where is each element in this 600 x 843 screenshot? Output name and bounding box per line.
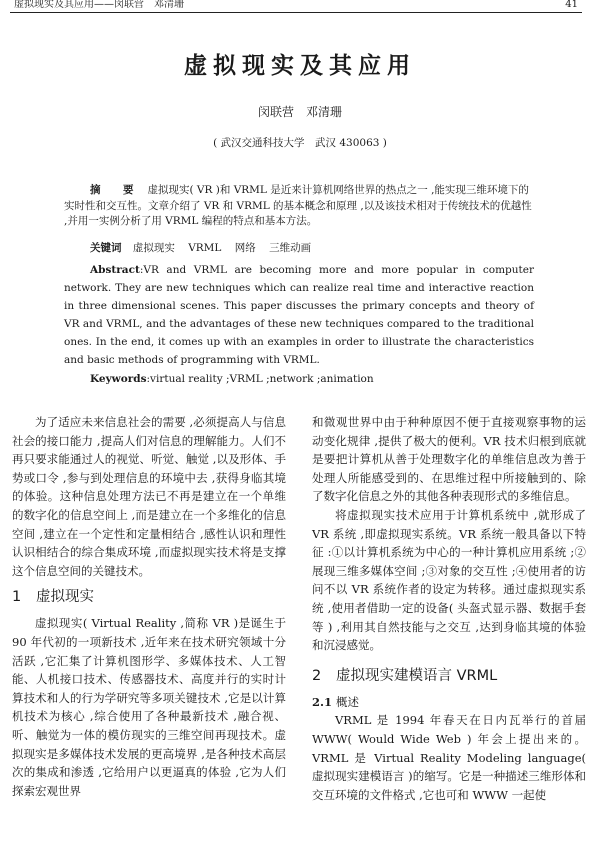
- section-heading: [312, 665, 586, 687]
- running-header: [10, 0, 582, 13]
- section-title: 虚拟现实: [36, 589, 94, 606]
- section-paragraph: 将虚拟现实技术应用于计算机系统中 ,就形成了 VR 系统 ,即虚拟现实系统。VR 系统一般具备以下特征 :①以计算机系统为中心的一种计算机应用系统 ;②展现三维多媒体空间 ;③对象的交互性 ;④使用者的访问不以 VR 系统作者的设定为转移。通过虚拟现实系统 ,使用者借助一定的设备( 头盔式显示器、数据手套等 ) ,利用其自然技能与之交互 ,达到身临其境的体验和沉浸感觉。: [312, 507, 586, 653]
- running-title: 虚拟现实及其应用——闵联营 邓清珊: [14, 0, 184, 10]
- section-heading: [12, 586, 286, 608]
- keyword-cn: 网络: [234, 242, 256, 254]
- intro-paragraph: 为了适应未来信息社会的需要 ,必须提高人与信息社会的接口能力 ,提高人们对信息的理解能力。人们不再只要求能通过人的视觉、听觉、触觉 ,以及形体、手势或口令 ,参与到处理信息的环境中去 ,获得身临其境的体验。这种信息处理方法已不再是建立在一个单维的数字化的信息空间上 ,而是建立在一个多维化的信息空间 ,建立在一个定性和定量相结合 ,感性认识和理性认识相结合的综合集成环境 ,而虚拟现实技术将是支撑这个信息空间的关键技术。: [12, 415, 286, 578]
- keyword-cn: VRML: [188, 242, 222, 254]
- keywords-en-label: Keywords: [90, 373, 147, 385]
- abstract-cn-label: 摘 要: [90, 184, 140, 196]
- keyword-cn: 虚拟现实: [132, 242, 175, 254]
- paper-title: 虚拟现实及其应用: [184, 53, 416, 79]
- abstract-en-label: Abstract: [90, 264, 140, 276]
- paper-affiliation: ( 武汉交通科技大学 武汉 430063 ): [213, 137, 387, 149]
- subsection-paragraph: VRML 是 1994 年春天在日内瓦举行的首届 WWW( Would Wide Web ) 年会上提出来的。VRML 是 Virtual Reality Modeling language( 虚拟现实建模语言 )的缩写。它是一种描述三维形体和交互环境的文件格式 ,它也可和 WWW 一起使: [312, 713, 586, 802]
- subsection-title: 概述: [336, 694, 359, 709]
- section-paragraph: 虚拟现实( Virtual Reality ,简称 VR )是诞生于 90 年代初的一项新技术 ,近年来在技术研究领域十分活跃 ,它汇集了计算机图形学、多媒体技术、人工智能、人机接口技术、传感器技术、高度并行的实时计算技术和人的行为学研究等多项关键技术 ,它是以计算机技术为核心 ,综合使用了各种最新技术 ,融合视、听、触觉为一体的模仿现实的三维空间再现技术。虚拟现实是多媒体技术发展的更高境界 ,是各种技术高层次的集成和渗透 ,它给用户以更逼真的体验 ,它为人们探索宏观世界: [12, 616, 286, 798]
- subsection-number: 2.1: [312, 694, 333, 709]
- subsection-heading: [312, 693, 586, 712]
- paper-authors: 闵联营 邓清珊: [257, 105, 342, 119]
- body-column-right: [312, 413, 586, 804]
- keywords-en-text: :virtual reality ;VRML ;network ;animation: [146, 373, 374, 385]
- section-number: 1: [12, 589, 22, 606]
- keyword-cn: 三维动画: [269, 242, 312, 254]
- page-number: 41: [565, 0, 578, 10]
- keywords-chinese: [90, 240, 530, 255]
- abstract-cn-text: 虚拟现实( VR )和 VRML 是近来计算机网络世界的热点之一 ,能实现三维环境下的实时性和交互性。文章介绍了 VR 和 VRML 的基本概念和原理 ,以及该技术相对于传统技术的优越性 ,并用一实例分析了用 VRML 编程的特点和基本方法。: [64, 184, 532, 227]
- abstract-en-text: :VR and VRML are becoming more and more popular in computer network. They are new techniques which can realize real time and interactive reaction in three dimensional scenes. This paper discusses the primary concepts and theory of VR and VRML, and the advantages of these new techniques compared to the traditional ones. In the end, it comes up with an examples in order to illustrate the characteristics and basic methods of programming with VRML.: [64, 264, 534, 366]
- section-title: 虚拟现实建模语言 VRML: [336, 667, 498, 684]
- section-paragraph-continued: 和微观世界中由于种种原因不便于直接观察事物的运动变化规律 ,提供了极大的便利。VR 技术归根到底就是要把计算机从善于处理数字化的单维信息改为善于处理人所能感受到的、在思维过程中所接触到的、除了数字化信息之外的其他各种表现形式的多维信息。: [312, 415, 586, 504]
- keywords-cn-label: 关键词: [90, 242, 122, 254]
- body-column-left: [12, 413, 286, 800]
- abstract-chinese: [64, 183, 534, 230]
- section-number: 2: [312, 667, 322, 684]
- abstract-english: [64, 261, 534, 369]
- keywords-english: [90, 373, 530, 385]
